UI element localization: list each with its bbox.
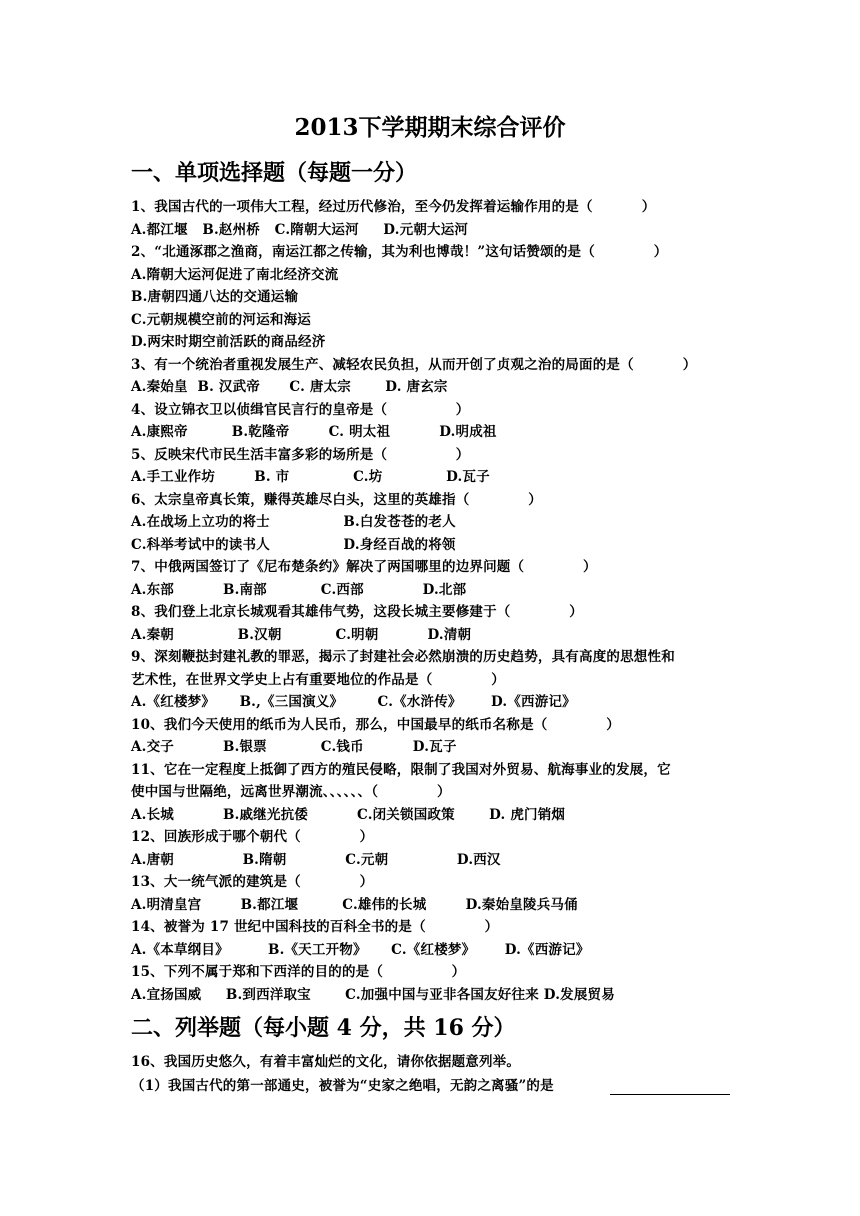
question-line: A.隋朝大运河促进了南北经济交流 (131, 266, 339, 283)
question-line: A.宜扬国威 B.到西洋取宝 C.加强中国与亚非各国友好往来 D.发展贸易 (131, 986, 615, 1003)
question-line: A.唐朝 B.隋朝 C.元朝 D.西汉 (131, 851, 501, 868)
question-line: 9、深刻鞭挞封建礼教的罪恶，揭示了封建社会必然崩溃的历史趋势，具有高度的思想性和 (131, 649, 675, 665)
question-line: A.明清皇宫 B.都江堰 C.雄伟的长城 D.秦始皇陵兵马俑 (131, 896, 578, 913)
question-line: 12、回族形成于哪个朝代（ ） (131, 829, 374, 845)
question-line: 10、我们今天使用的纸币为人民币，那么，中国最早的纸币名称是（ ） (131, 716, 620, 733)
question-line: D.两宋时期空前活跃的商品经济 (131, 334, 326, 350)
question-line: 5、反映宋代市民生活丰富多彩的场所是（ ） (131, 446, 470, 463)
question-line: 7、中俄两国签订了《尼布楚条约》解决了两国哪里的边界问题（ ） (131, 559, 597, 575)
question-line: 6、太宗皇帝真长策，赚得英雄尽白头，这里的英雄指（ ） (131, 491, 542, 508)
question-line: 3、有一个统治者重视发展生产、减轻农民负担，从而开创了贞观之治的局面的是（ ） (131, 356, 697, 373)
question-line: C.元朝规模空前的河运和海运 (131, 311, 312, 328)
question-line: 2、“北通涿郡之渔商，南运江都之传输，其为利也博哉！”这句话赞颂的是（ ） (131, 244, 668, 260)
question-16-1-text: （1）我国古代的第一部通史，被誉为“史家之绝唱，无韵之离骚”的是 (131, 1078, 554, 1094)
question-line: A.秦朝 B.汉朝 C.明朝 D.清朝 (131, 626, 472, 643)
question-line: 15、下列不属于郑和下西洋的目的的是（ ） (131, 964, 466, 980)
question-line: A.《红楼梦》 B.,《三国演义》 C.《水浒传》 D.《西游记》 (131, 694, 576, 710)
question-line: A.在战场上立功的将士 B.白发苍苍的老人 (131, 514, 456, 530)
question-line: B.唐朝四通八达的交通运输 (131, 289, 299, 305)
question-line: C.科举考试中的读书人 D.身经百战的将领 (131, 536, 456, 553)
answer-blank[interactable] (610, 1080, 730, 1095)
question-line: 11、它在一定程度上抵御了西方的殖民侵略，限制了我国对外贸易、航海事业的发展，它 (131, 761, 671, 778)
question-line: A.《本草纲目》 B.《天工开物》 C.《红楼梦》 D.《西游记》 (131, 941, 590, 958)
section-heading-2: 二、列举题（每小题 4 分，共 16 分） (131, 1015, 516, 1041)
question-line: A.交子 B.银票 C.钱币 D.瓦子 (131, 739, 457, 755)
question-line: 艺术性，在世界文学史上占有重要地位的作品是（ ） (131, 671, 505, 688)
section-heading-1: 一、单项选择题（每题一分） (131, 160, 418, 186)
question-line: 14、被誉为 17 世纪中国科技的百科全书的是（ ） (131, 919, 499, 935)
question-line: 13、大一统气派的建筑是（ ） (131, 874, 374, 890)
question-line: A.东部 B.南部 C.西部 D.北部 (131, 581, 467, 598)
question-line: A.秦始皇 B. 汉武帝 C. 唐太宗 D. 唐玄宗 (131, 379, 448, 395)
question-line: 使中国与世隔绝，远离世界潮流、、、、、、（ ） (131, 784, 451, 800)
question-line: A.长城 B.戚继光抗倭 C.闭关锁国政策 D. 虎门销烟 (131, 806, 566, 823)
question-line: 4、设立锦衣卫以侦缉官民言行的皇帝是（ ） (131, 401, 470, 418)
page-title: 2013下学期期末综合评价 (294, 114, 566, 141)
question-16-prompt: 16、我国历史悠久，有着丰富灿烂的文化，请你依据题意列举。 (131, 1054, 521, 1070)
question-line: A.手工业作坊 B. 市 C.坊 D.瓦子 (131, 469, 490, 485)
question-line: 8、我们登上北京长城观看其雄伟气势，这段长城主要修建于（ ） (131, 604, 583, 620)
question-line: 1、我国古代的一项伟大工程，经过历代修治，至今仍发挥着运输作用的是（ ） (131, 199, 656, 215)
question-line: A.都江堰 B.赵州桥 C.隋朝大运河 D.元朝大运河 (131, 221, 469, 238)
question-line: A.康熙帝 B.乾隆帝 C. 明太祖 D.明成祖 (131, 424, 497, 440)
